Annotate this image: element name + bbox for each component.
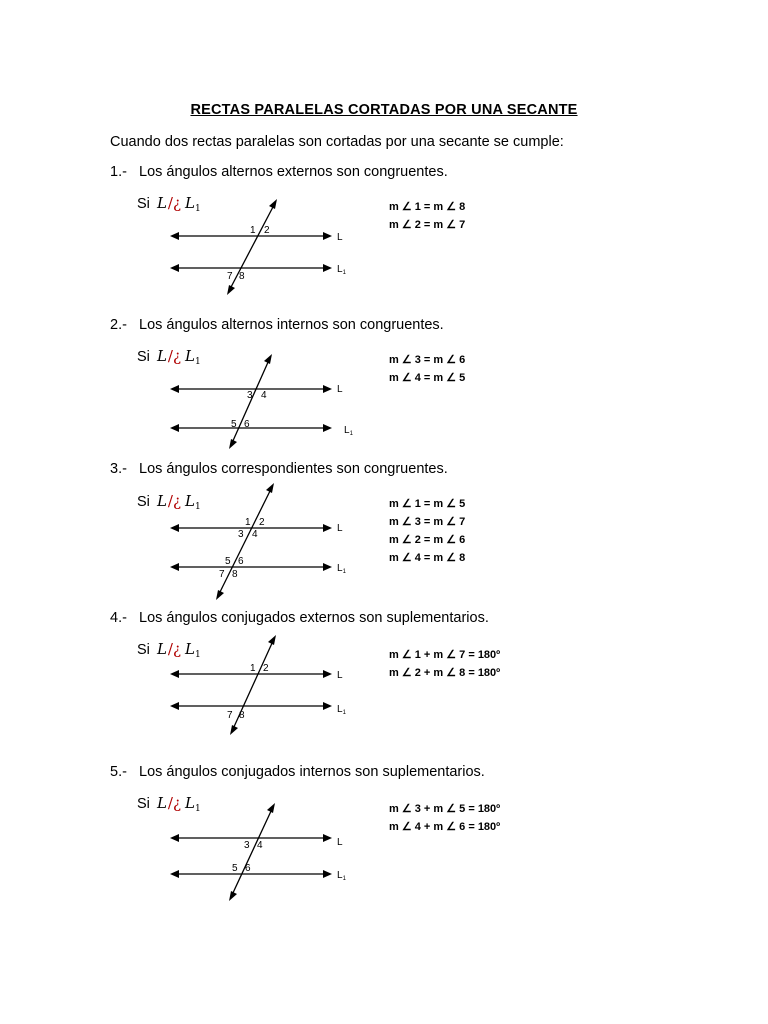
line-label-l1: $L_1$ xyxy=(337,704,346,716)
page-title: RECTAS PARALELAS CORTADAS POR UNA SECANTE xyxy=(190,102,578,118)
line-label-l1: $L_1$ xyxy=(337,870,346,882)
angle-label: 2 xyxy=(259,517,265,528)
angle-label: 7 xyxy=(219,569,225,580)
line-symbol-l1: $L_1$ xyxy=(185,194,201,214)
line-label-l: L xyxy=(337,523,343,534)
angle-label: 5 xyxy=(225,556,231,567)
line-label-l: L xyxy=(337,232,343,243)
angle-label: 5 xyxy=(232,863,238,874)
section-text: Los ángulos correspondientes son congruentes. xyxy=(139,461,448,477)
angle-label: 8 xyxy=(232,569,238,580)
section-text: Los ángulos conjugados internos son suplementarios. xyxy=(139,764,485,780)
equation: m ∠ 2 = m ∠ 6 xyxy=(389,534,466,546)
angle-label: 6 xyxy=(238,556,244,567)
equation: m ∠ 1 + m ∠ 7 = 180º xyxy=(389,649,501,661)
angle-label: 7 xyxy=(227,710,233,721)
section-number: 4.- xyxy=(110,610,127,626)
section-text: Los ángulos conjugados externos son suplementarios. xyxy=(139,610,489,626)
equation: m ∠ 3 + m ∠ 5 = 180º xyxy=(389,803,501,815)
line-label-l1: $L_1$ xyxy=(337,563,346,575)
angle-label: 1 xyxy=(250,225,256,236)
angle-label: 3 xyxy=(238,529,244,540)
equation: m ∠ 1 = m ∠ 8 xyxy=(389,201,466,213)
angle-label: 3 xyxy=(247,390,253,401)
equation: m ∠ 3 = m ∠ 7 xyxy=(389,516,466,528)
parallel-relation: /¿ xyxy=(167,194,182,212)
equation: m ∠ 4 + m ∠ 6 = 180º xyxy=(389,821,501,833)
line-symbol-l1: $L_1$ xyxy=(185,492,201,512)
angle-label: 4 xyxy=(252,529,258,540)
line-label-l1: $L_1$ xyxy=(337,264,346,276)
line-label-l: L xyxy=(337,837,343,848)
equation: m ∠ 4 = m ∠ 8 xyxy=(389,552,466,564)
equation: m ∠ 2 + m ∠ 8 = 180º xyxy=(389,667,501,679)
si-label: Si xyxy=(137,796,150,812)
equation: m ∠ 4 = m ∠ 5 xyxy=(389,372,466,384)
parallel-relation: /¿ xyxy=(167,347,182,365)
angle-label: 6 xyxy=(245,863,251,874)
section-number: 5.- xyxy=(110,764,127,780)
line-symbol-l: L xyxy=(156,347,167,365)
angle-label: 8 xyxy=(239,710,245,721)
angle-label: 2 xyxy=(264,225,270,236)
line-symbol-l: L xyxy=(156,794,167,812)
intro-text: Cuando dos rectas paralelas son cortadas por una secante se cumple: xyxy=(110,134,564,150)
parallel-relation: /¿ xyxy=(167,794,182,812)
section-number: 2.- xyxy=(110,317,127,333)
angle-label: 1 xyxy=(245,517,251,528)
angle-label: 1 xyxy=(250,663,256,674)
si-label: Si xyxy=(137,349,150,365)
line-symbol-l: L xyxy=(156,640,167,658)
angle-label: 5 xyxy=(231,419,237,430)
angle-label: 4 xyxy=(261,390,267,401)
angle-label: 4 xyxy=(257,840,263,851)
equation: m ∠ 3 = m ∠ 6 xyxy=(389,354,466,366)
line-symbol-l1: $L_1$ xyxy=(185,794,201,814)
section-number: 1.- xyxy=(110,164,127,180)
section-text: Los ángulos alternos externos son congruentes. xyxy=(139,164,448,180)
line-label-l1: $L_1$ xyxy=(344,425,353,437)
line-symbol-l1: $L_1$ xyxy=(185,347,201,367)
si-label: Si xyxy=(137,494,150,510)
section-text: Los ángulos alternos internos son congruentes. xyxy=(139,317,444,333)
parallel-relation: /¿ xyxy=(167,492,182,510)
line-symbol-l: L xyxy=(156,194,167,212)
line-symbol-l1: $L_1$ xyxy=(185,640,201,660)
si-label: Si xyxy=(137,642,150,658)
parallel-relation: /¿ xyxy=(167,640,182,658)
angle-label: 6 xyxy=(244,419,250,430)
si-label: Si xyxy=(137,196,150,212)
line-label-l: L xyxy=(337,384,343,395)
equation: m ∠ 2 = m ∠ 7 xyxy=(389,219,466,231)
section-number: 3.- xyxy=(110,461,127,477)
line-symbol-l: L xyxy=(156,492,167,510)
equation: m ∠ 1 = m ∠ 5 xyxy=(389,498,466,510)
angle-label: 8 xyxy=(239,271,245,282)
angle-label: 3 xyxy=(244,840,250,851)
angle-label: 7 xyxy=(227,271,233,282)
line-label-l: L xyxy=(337,670,343,681)
angle-label: 2 xyxy=(263,663,269,674)
